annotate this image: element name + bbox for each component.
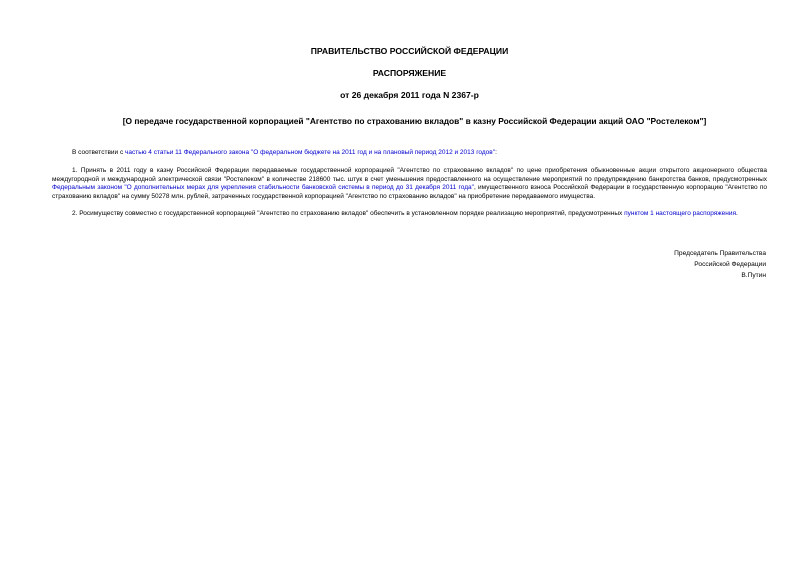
document-type: РАСПОРЯЖЕНИЕ (372, 68, 447, 78)
signature-block (52, 249, 767, 281)
signature-position: Председатель Правительства (674, 250, 766, 258)
paragraph-2-period: . (736, 210, 738, 218)
document-date-number: от 26 декабря 2011 года N 2367-р (340, 90, 479, 100)
banking-law-link[interactable]: Федеральным законом "О дополнительных мерах для укрепления стабильности банковской системы в период до 31 декабря 2011 года" (52, 184, 474, 192)
government-heading: ПРАВИТЕЛЬСТВО РОССИЙСКОЙ ФЕДЕРАЦИИ (310, 46, 509, 56)
paragraph-1-text: 1. Принять в 2011 году в казну Российской Федерации передаваемые государственной корпорацией "Агентство по страхованию вкладов" по цене приобретения обыкновенные акции открытого акционерного общества междугородной и международной электрической связи "Ростелеком" в количестве 218600 тыс. штук в счет уменьшения предоставленного на осуществление мероприятий по предупреждению банкротства банков, предусмотренных (52, 167, 767, 183)
paragraph-2-text: 2. Росимуществу совместно с государственной корпорацией "Агентство по страхованию вкладов" обеспечить в установленном порядке реализацию мероприятий, предусмотренных (72, 210, 625, 218)
intro-paragraph (52, 149, 767, 157)
paragraph-1 (52, 167, 767, 201)
document-title: [О передаче государственной корпорацией "Агентство по страхованию вкладов" в казну Российской Федерации акций ОАО "Ростелеком"] (122, 116, 707, 126)
point-1-link[interactable]: пунктом 1 настоящего распоряжения (624, 210, 736, 218)
signature-name: В.Путин (741, 272, 766, 280)
budget-law-link[interactable]: частью 4 статьи 11 Федерального закона "О федеральном бюджете на 2011 год и на плановый период 2012 и 2013 годов" (125, 149, 496, 156)
intro-colon: : (495, 149, 497, 156)
intro-text: В соответствии с (72, 149, 126, 156)
paragraph-2 (52, 210, 767, 218)
paragraph-1-text-end: , имущественного взноса Российской Федерации в государственную корпорацию "Агентство по страхованию вкладов" на сумму 50278 млн. рублей, затраченных государственной корпорацией "Агентство по страхованию вкладов" на приобретение передаваемого имущества. (52, 184, 767, 200)
signature-country: Российской Федерации (694, 261, 766, 269)
